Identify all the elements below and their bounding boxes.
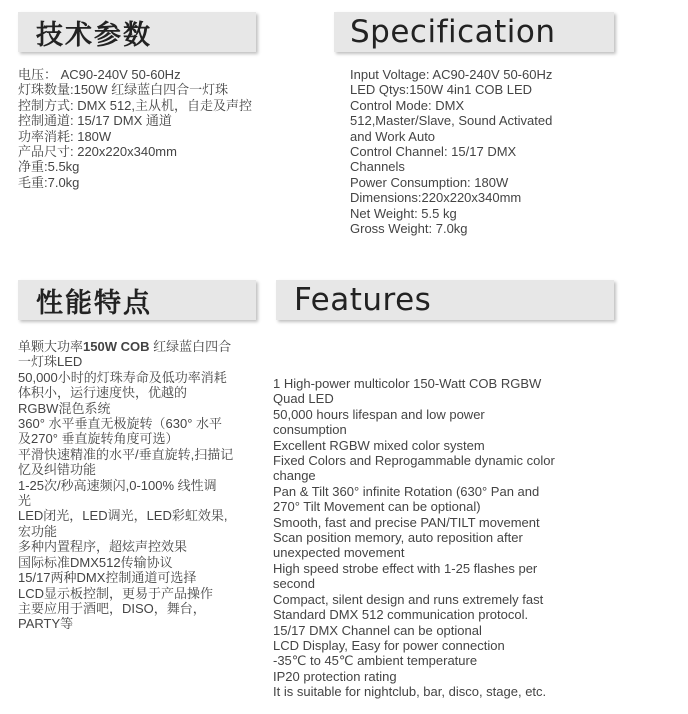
features-cn-line: 平滑快速精准的水平/垂直旋转,扫描记	[18, 446, 234, 462]
features-en-heading: Features	[294, 282, 432, 318]
spec-cn-line: 控制通道: 15/17 DMX 通道	[18, 113, 172, 129]
features-en-line: Quad LED	[273, 391, 334, 407]
features-en-line: consumption	[273, 422, 347, 438]
features-en-heading-bar	[276, 280, 614, 320]
features-cn-line: 360° 水平垂直无极旋转（630° 水平	[18, 416, 223, 432]
features-en-line: 50,000 hours lifespan and low power	[273, 406, 485, 422]
features-cn-line: 光	[18, 493, 32, 509]
features-cn-line: LED闭光，LED调光，LED彩虹效果,	[18, 508, 228, 524]
features-en-line: Scan position memory, auto reposition after	[273, 530, 523, 546]
features-cn-line: 多种内置程序，超炫声控效果	[18, 539, 188, 555]
features-cn-line: PARTY等	[18, 616, 74, 632]
spec-en-line: Power Consumption: 180W	[350, 174, 509, 190]
features-cn-line: 及270° 垂直旋转角度可选）	[18, 431, 179, 447]
features-cn-line: 主要应用于酒吧，DISO，舞台，	[18, 600, 206, 616]
features-cn-line: 国际标准DMX512传输协议	[18, 554, 173, 570]
features-en-line: second	[273, 576, 315, 592]
features-cn-line: 15/17两种DMX控制通道可选择	[18, 570, 197, 586]
features-cn-first-bold: 150W COB	[83, 339, 150, 354]
spec-cn-line: 产品尺寸: 220x220x340mm	[18, 144, 177, 160]
features-en-line: Compact, silent design and runs extremely fast	[273, 591, 544, 607]
features-en-line: Fixed Colors and Reprogammable dynamic color	[273, 453, 555, 469]
features-en-line: change	[273, 468, 316, 484]
features-cn-line: 50,000小时的灯珠寿命及低功率消耗	[18, 369, 227, 385]
spec-cn-list	[18, 67, 318, 190]
spec-en-line: and Work Auto	[350, 128, 436, 144]
features-cn-heading-bar	[18, 280, 256, 320]
features-en-line: 15/17 DMX Channel can be optional	[273, 622, 482, 638]
features-en-line: High speed strobe effect with 1-25 flashes per	[273, 560, 538, 576]
spec-en-heading-bar	[334, 12, 614, 52]
features-en-line: It is suitable for nightclub, bar, disco, stage, etc.	[273, 684, 547, 700]
spec-en-line: Control Channel: 15/17 DMX	[350, 144, 517, 160]
features-en-line: 270° Tilt Movement can be optional)	[273, 499, 481, 515]
spec-cn-line: 净重:5.5kg	[18, 159, 80, 175]
features-cn-heading: 性能特点	[36, 287, 152, 319]
features-cn-line: RGBW混色系统	[18, 400, 111, 416]
features-cn-line: 宏功能	[18, 523, 58, 539]
features-cn-line: LCD显示板控制，更易于产品操作	[18, 585, 214, 601]
features-cn-first-prefix: 单颗大功率	[18, 339, 84, 354]
features-en-line: -35℃ to 45℃ ambient temperature	[273, 653, 478, 669]
features-en-line: IP20 protection rating	[273, 668, 397, 684]
features-cn-line: 忆及纠错功能	[18, 462, 97, 478]
spec-cn-line: 灯珠数量:150W 红绿蓝白四合一灯珠	[18, 82, 229, 98]
features-en-list	[273, 376, 673, 700]
spec-cn-heading: 技术参数	[36, 19, 152, 51]
features-en-line: Standard DMX 512 communication protocol.	[273, 607, 529, 623]
spec-cn-line: 电压： AC90-240V 50-60Hz	[18, 67, 181, 82]
spec-cn-line: 毛重:7.0kg	[18, 174, 80, 190]
features-cn-line: 体积小，运行速度快，优越的	[18, 385, 188, 401]
spec-en-heading: Specification	[350, 14, 556, 50]
spec-cn-line: 控制方式: DMX 512,主从机，自走及声控	[18, 97, 253, 113]
spec-en-line: Net Weight: 5.5 kg	[350, 205, 457, 221]
spec-en-line: Channels	[350, 159, 405, 175]
features-en-line: 1 High-power multicolor 150-Watt COB RGBW	[273, 376, 542, 391]
spec-en-line: Dimensions:220x220x340mm	[350, 190, 522, 206]
spec-en-line: LED Qtys:150W 4in1 COB LED	[350, 82, 533, 98]
features-cn-first-suffix: 红绿蓝白四合	[149, 339, 232, 354]
features-cn-list	[18, 339, 268, 632]
features-en-line: unexpected movement	[273, 545, 405, 561]
features-en-line: Smooth, fast and precise PAN/TILT movement	[273, 514, 540, 530]
spec-en-line: 512,Master/Slave, Sound Activated	[350, 113, 553, 129]
spec-en-list	[350, 67, 670, 236]
spec-cn-heading-bar	[18, 12, 256, 52]
spec-en-line: Control Mode: DMX	[350, 97, 465, 113]
features-cn-line: 一灯珠LED	[18, 354, 83, 370]
features-en-line: Excellent RGBW mixed color system	[273, 437, 485, 453]
features-en-line: LCD Display, Easy for power connection	[273, 637, 505, 653]
features-cn-line: 1-25次/秒高速频闪,0-100% 线性调	[18, 477, 217, 493]
spec-en-line: Input Voltage: AC90-240V 50-60Hz	[350, 67, 553, 82]
features-cn-line	[18, 339, 268, 354]
spec-en-line: Gross Weight: 7.0kg	[350, 221, 468, 237]
features-en-line: Pan & Tilt 360° infinite Rotation (630° Pan and	[273, 483, 540, 499]
spec-cn-line: 功率消耗: 180W	[18, 128, 112, 144]
